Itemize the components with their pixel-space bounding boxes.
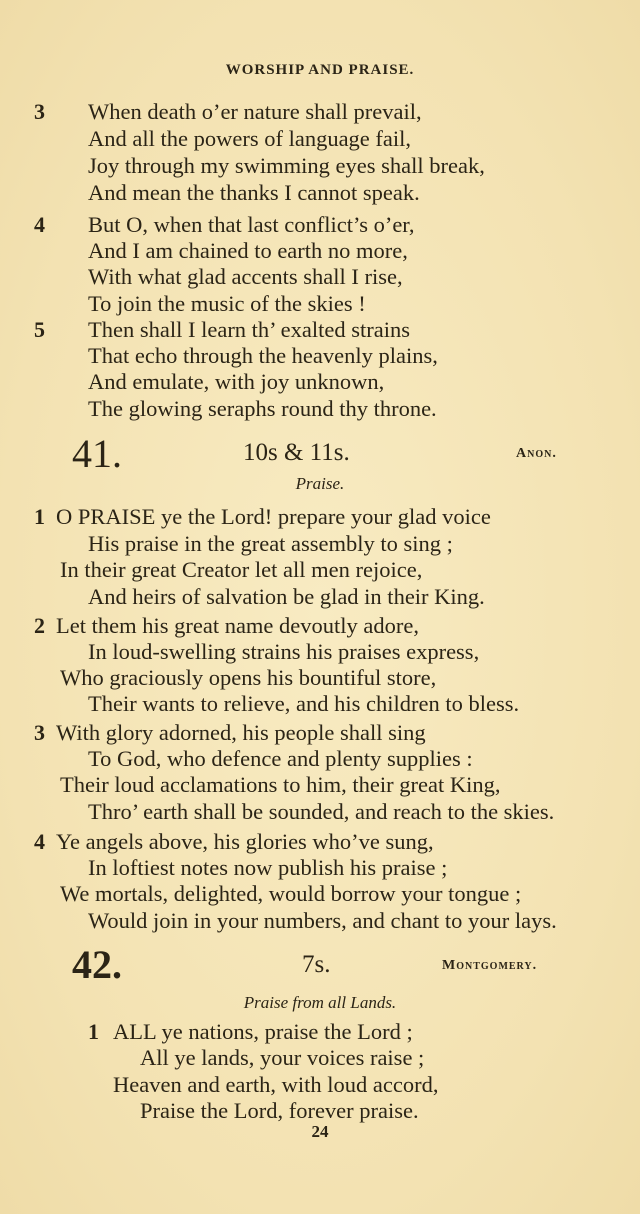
verse-line: In their great Creator let all men rejoice, <box>60 557 423 582</box>
verse-line: The glowing seraphs round thy throne. <box>88 396 437 421</box>
verse-line: Then shall I learn th’ exalted strains <box>88 317 410 342</box>
verse-line: In loud-swelling strains his praises express, <box>88 639 480 664</box>
verse-line: With glory adorned, his people shall sing <box>56 720 426 745</box>
verse-number: 4 <box>34 212 45 237</box>
verse-line: O PRAISE ye the Lord! prepare your glad voice <box>56 504 491 529</box>
verse-line: That echo through the heavenly plains, <box>88 343 438 368</box>
verse-number: 2 <box>34 613 45 638</box>
hymn-title: Praise from all Lands. <box>243 993 397 1012</box>
verse-line: And I am chained to earth no more, <box>88 238 408 263</box>
hymn-number: 41. <box>72 431 122 476</box>
hymn-meter: 7s. <box>302 951 331 978</box>
verse-number: 1 <box>34 504 45 529</box>
running-head: WORSHIP AND PRAISE. <box>225 62 415 78</box>
verse-line: Who graciously opens his bountiful store, <box>60 665 437 690</box>
verse-line: Let them his great name devoutly adore, <box>56 613 419 638</box>
verse-line: To join the music of the skies ! <box>88 291 366 316</box>
verse-line: We mortals, delighted, would borrow your tongue ; <box>60 881 522 906</box>
verse-number: 4 <box>34 829 45 854</box>
page-number: 24 <box>311 1122 329 1141</box>
hymn-author: Anon. <box>516 446 557 461</box>
hymn-number: 42. <box>72 942 122 987</box>
verse-line: Joy through my swimming eyes shall break, <box>88 153 485 178</box>
hymn-meter: 10s & 11s. <box>243 439 350 466</box>
verse-line: Thro’ earth shall be sounded, and reach to the skies. <box>88 799 555 824</box>
verse-line: And mean the thanks I cannot speak. <box>88 180 420 205</box>
verse-line: And emulate, with joy unknown, <box>88 369 385 394</box>
verse-line: Heaven and earth, with loud accord, <box>113 1072 439 1097</box>
hymn-title: Praise. <box>295 474 345 493</box>
verse-number: 3 <box>34 99 45 124</box>
verse-line: In loftiest notes now publish his praise ; <box>88 855 448 880</box>
verse-line: Ye angels above, his glories who’ve sung, <box>56 829 434 854</box>
verse-line: Praise the Lord, forever praise. <box>140 1098 419 1123</box>
verse-line: To God, who defence and plenty supplies : <box>88 746 473 771</box>
verse-line: Their loud acclamations to him, their great King, <box>60 772 501 797</box>
verse-line: With what glad accents shall I rise, <box>88 264 403 289</box>
verse-line: His praise in the great assembly to sing ; <box>88 531 453 556</box>
verse-line: But O, when that last conflict’s o’er, <box>88 212 415 237</box>
verse-line: Their wants to relieve, and his children to bless. <box>88 691 520 716</box>
hymn-author: Montgomery. <box>442 958 538 973</box>
verse-line: Would join in your numbers, and chant to your lays. <box>88 908 557 933</box>
verse-line: ALL ye nations, praise the Lord ; <box>113 1019 413 1044</box>
verse-number: 5 <box>34 317 45 342</box>
verse-line: And all the powers of language fail, <box>88 126 412 151</box>
verse-line: All ye lands, your voices raise ; <box>140 1045 425 1070</box>
verse-line: And heirs of salvation be glad in their King. <box>88 584 485 609</box>
verse-line: When death o’er nature shall prevail, <box>88 99 422 124</box>
verse-number: 1 <box>88 1019 99 1044</box>
verse-number: 3 <box>34 720 45 745</box>
